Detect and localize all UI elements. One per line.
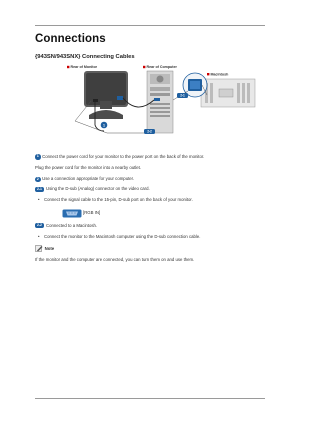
badge-2-1-text: 2-1	[180, 93, 185, 98]
rgb-in-port-row	[35, 209, 270, 218]
rear-of-computer-label: Rear of Computer	[146, 65, 177, 70]
rgb-port-icon	[62, 209, 82, 218]
macintosh-label-dot	[207, 73, 209, 75]
instruction-steps	[35, 154, 270, 268]
step-2-1-bullet-text: Connect the signal cable to the 15-pin, D-sub port on the back of your monitor.	[44, 197, 193, 203]
note-label: Note	[44, 245, 55, 251]
page-title: Connections	[35, 33, 106, 45]
step-1	[35, 154, 270, 160]
bullet-icon: •	[38, 233, 40, 239]
monitor-rear-illustration	[84, 71, 128, 119]
step-2-1-text: Using the D-sub (Analog) connector on the video card.	[46, 186, 150, 192]
step-2-text: Use a connection appropriate for your computer.	[42, 176, 135, 182]
section-title: {943SN/943SNX} Connecting Cables	[35, 54, 135, 60]
step-1-text: Connect the power cord for your monitor to the power port on the back of the monitor.	[42, 154, 205, 159]
step-2-1-bullet	[35, 197, 270, 203]
step-1-sub-text: Plug the power cord for the monitor into a nearby outlet.	[35, 165, 142, 171]
step-2-2-text: Connected to a Macintosh.	[46, 222, 98, 228]
top-rule	[35, 25, 265, 26]
note-heading	[35, 245, 270, 252]
connection-diagram	[67, 65, 257, 141]
bottom-rule	[35, 398, 265, 399]
monitor-label-dot	[67, 66, 69, 68]
computer-label-dot	[143, 66, 145, 68]
note-body	[35, 257, 270, 263]
step-1-subtext	[35, 165, 270, 171]
macintosh-label: Macintosh	[210, 72, 229, 77]
rear-of-monitor-label: Rear of Monitor	[70, 65, 98, 70]
note-icon	[35, 245, 43, 252]
step-2-badge: 2	[36, 176, 39, 181]
step-1-badge: 1	[36, 154, 39, 159]
step-2-2-bullet	[35, 234, 270, 240]
bullet-icon: •	[38, 197, 40, 203]
step-2-1-badge: 2-1	[35, 187, 44, 192]
step-2-2-badge: 2-2	[35, 223, 44, 228]
badge-1-text: 1	[103, 123, 105, 128]
macintosh-illustration	[201, 79, 255, 107]
note-text: If the monitor and the computer are connected, you can turn them on and use them.	[35, 257, 195, 263]
step-2-2-bullet-text: Connect the monitor to the Macintosh computer using the D-sub connection cable.	[44, 233, 201, 239]
step-2	[35, 176, 270, 182]
badge-2-2-text: 2-2	[147, 129, 152, 134]
step-2-1	[35, 186, 270, 192]
step-2-2	[35, 223, 270, 229]
rgb-in-label: [RGB IN]	[83, 210, 101, 216]
